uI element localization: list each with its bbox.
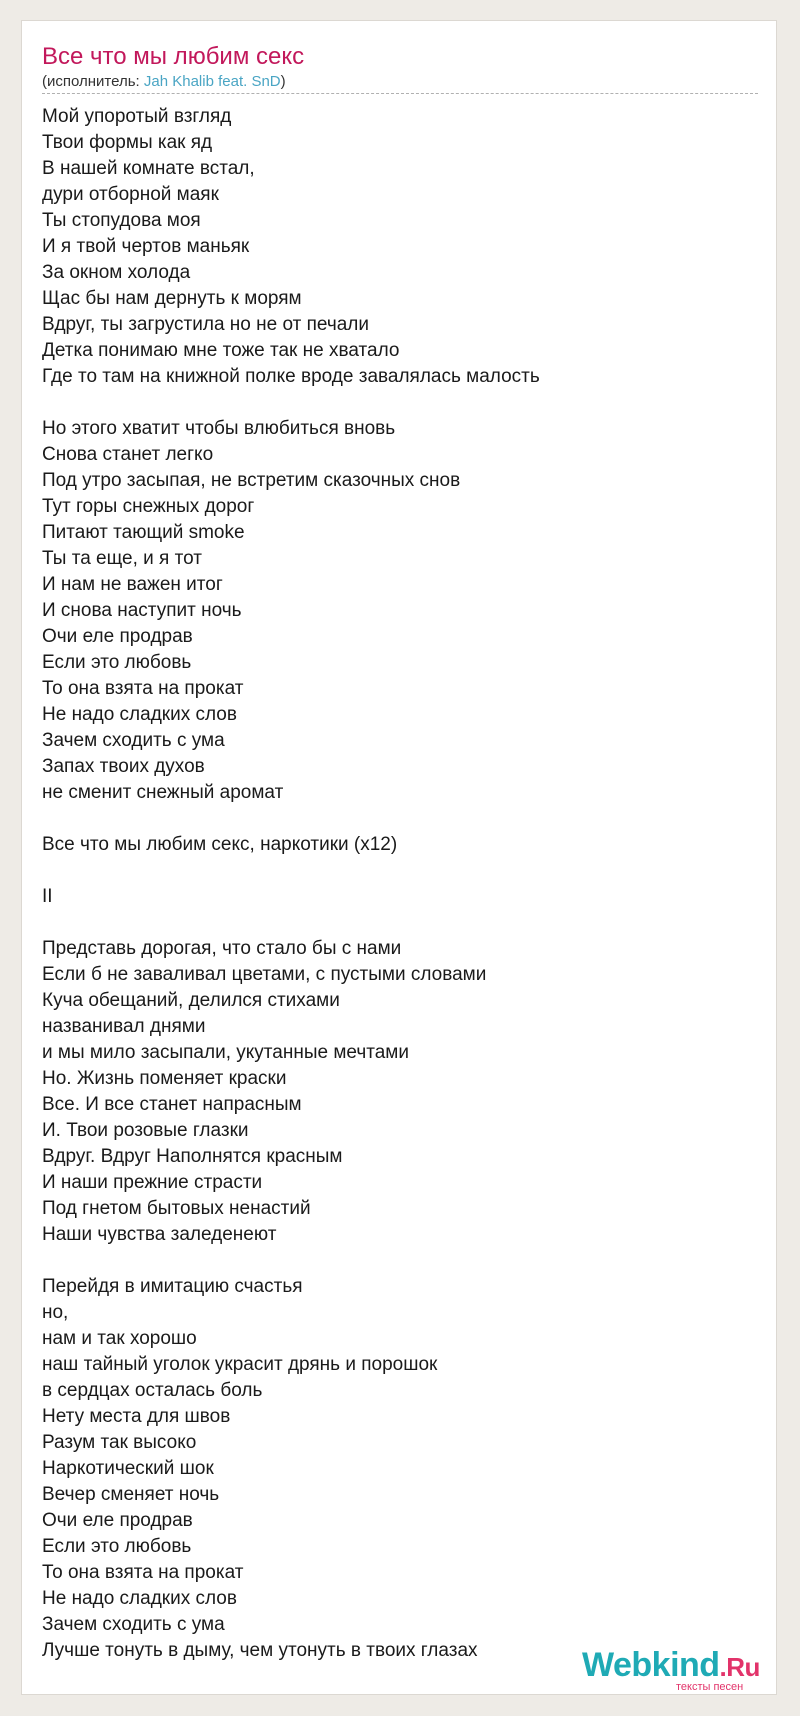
title-divider [42,93,758,94]
artist-line [42,72,286,92]
lyric-line [42,910,758,936]
lyric-line [42,1248,758,1274]
lyric-line: И я твой чертов маньяк [42,236,250,257]
lyric-line: Вдруг. Вдруг Наполнятся красным [42,1146,343,1167]
lyric-line: Очи еле продрав [42,626,193,647]
lyric-line: И наши прежние страсти [42,1172,263,1193]
lyric-line [42,806,758,832]
lyric-line: названивал днями [42,1016,206,1037]
lyric-line: Снова станет легко [42,444,214,465]
lyric-line: Не надо сладких слов [42,704,237,725]
lyric-line: наш тайный уголок украсит дрянь и порошок [42,1354,438,1375]
artist-link[interactable]: Jah Khalib feat. SnD [143,73,281,90]
lyric-line: Детка понимаю мне тоже так не хватало [42,340,400,361]
lyric-line: Если это любовь [42,1536,192,1557]
lyric-line: Все что мы любим секс, наркотики (x12) [42,834,398,855]
lyrics-body [42,104,758,1664]
lyric-line: Ты та еще, и я тот [42,548,202,569]
lyric-line: не сменит снежный аромат [42,782,284,803]
lyric-line: Не надо сладких слов [42,1588,237,1609]
lyric-line: То она взята на прокат [42,1562,244,1583]
lyric-line: Наши чувства заледенеют [42,1224,277,1245]
lyric-line: Перейдя в имитацию счастья [42,1276,303,1297]
lyric-line: Ты стопудова моя [42,210,201,231]
lyric-line: Очи еле продрав [42,1510,193,1531]
lyric-line: Вечер сменяет ночь [42,1484,220,1505]
lyric-line: Тут горы снежных дорог [42,496,255,517]
lyric-line: Зачем сходить с ума [42,730,225,751]
lyric-line: Лучше тонуть в дыму, чем утонуть в твоих глазах [42,1640,478,1661]
lyric-line: Питают тающий smoke [42,522,245,543]
lyric-line: Но. Жизнь поменяет краски [42,1068,287,1089]
lyric-line: Куча обещаний, делился стихами [42,990,340,1011]
logo-tld: .Ru [719,1652,760,1682]
song-title: Все что мы любим секс [42,43,305,70]
lyric-line: II [42,886,53,907]
webkind-logo[interactable] [582,1645,772,1693]
lyric-line: дури отборной маяк [42,184,219,205]
lyric-line: Зачем сходить с ума [42,1614,225,1635]
lyric-line: нам и так хорошо [42,1328,197,1349]
lyric-line: Мой упоротый взгляд [42,106,232,127]
lyric-line: Щас бы нам дернуть к морям [42,288,302,309]
artist-suffix: ) [280,73,286,90]
lyric-line: То она взята на прокат [42,678,244,699]
artist-prefix: (исполнитель: [42,73,144,90]
lyric-line: И нам не важен итог [42,574,223,595]
lyric-line: в сердцах осталась боль [42,1380,263,1401]
lyric-line: Твои формы как яд [42,132,213,153]
lyric-line [42,390,758,416]
lyric-line: Если это любовь [42,652,192,673]
logo-tagline: тексты песен [676,1681,744,1693]
lyric-line: И. Твои розовые глазки [42,1120,249,1141]
lyric-line: Наркотический шок [42,1458,214,1479]
lyric-line: Представь дорогая, что стало бы с нами [42,938,402,959]
lyric-line: Под гнетом бытовых ненастий [42,1198,311,1219]
lyric-line: Где то там на книжной полке вроде завалялась малость [42,366,540,387]
lyric-line: Если б не заваливал цветами, с пустыми словами [42,964,487,985]
lyric-line: Разум так высоко [42,1432,197,1453]
logo-name: Webkind [582,1646,720,1684]
lyric-line: но, [42,1302,69,1323]
lyric-line: Но этого хватит чтобы влюбиться вновь [42,418,396,439]
lyric-line: Все. И все станет напрасным [42,1094,302,1115]
lyric-line [42,858,758,884]
lyric-line: Под утро засыпая, не встретим сказочных снов [42,470,461,491]
lyric-line: В нашей комнате встал, [42,158,255,179]
lyric-line: Нету места для швов [42,1406,231,1427]
lyric-line: и мы мило засыпали, укутанные мечтами [42,1042,409,1063]
lyric-line: И снова наступит ночь [42,600,242,621]
lyric-line: За окном холода [42,262,191,283]
lyric-line: Вдруг, ты загрустила но не от печали [42,314,369,335]
lyric-line: Запах твоих духов [42,756,205,777]
